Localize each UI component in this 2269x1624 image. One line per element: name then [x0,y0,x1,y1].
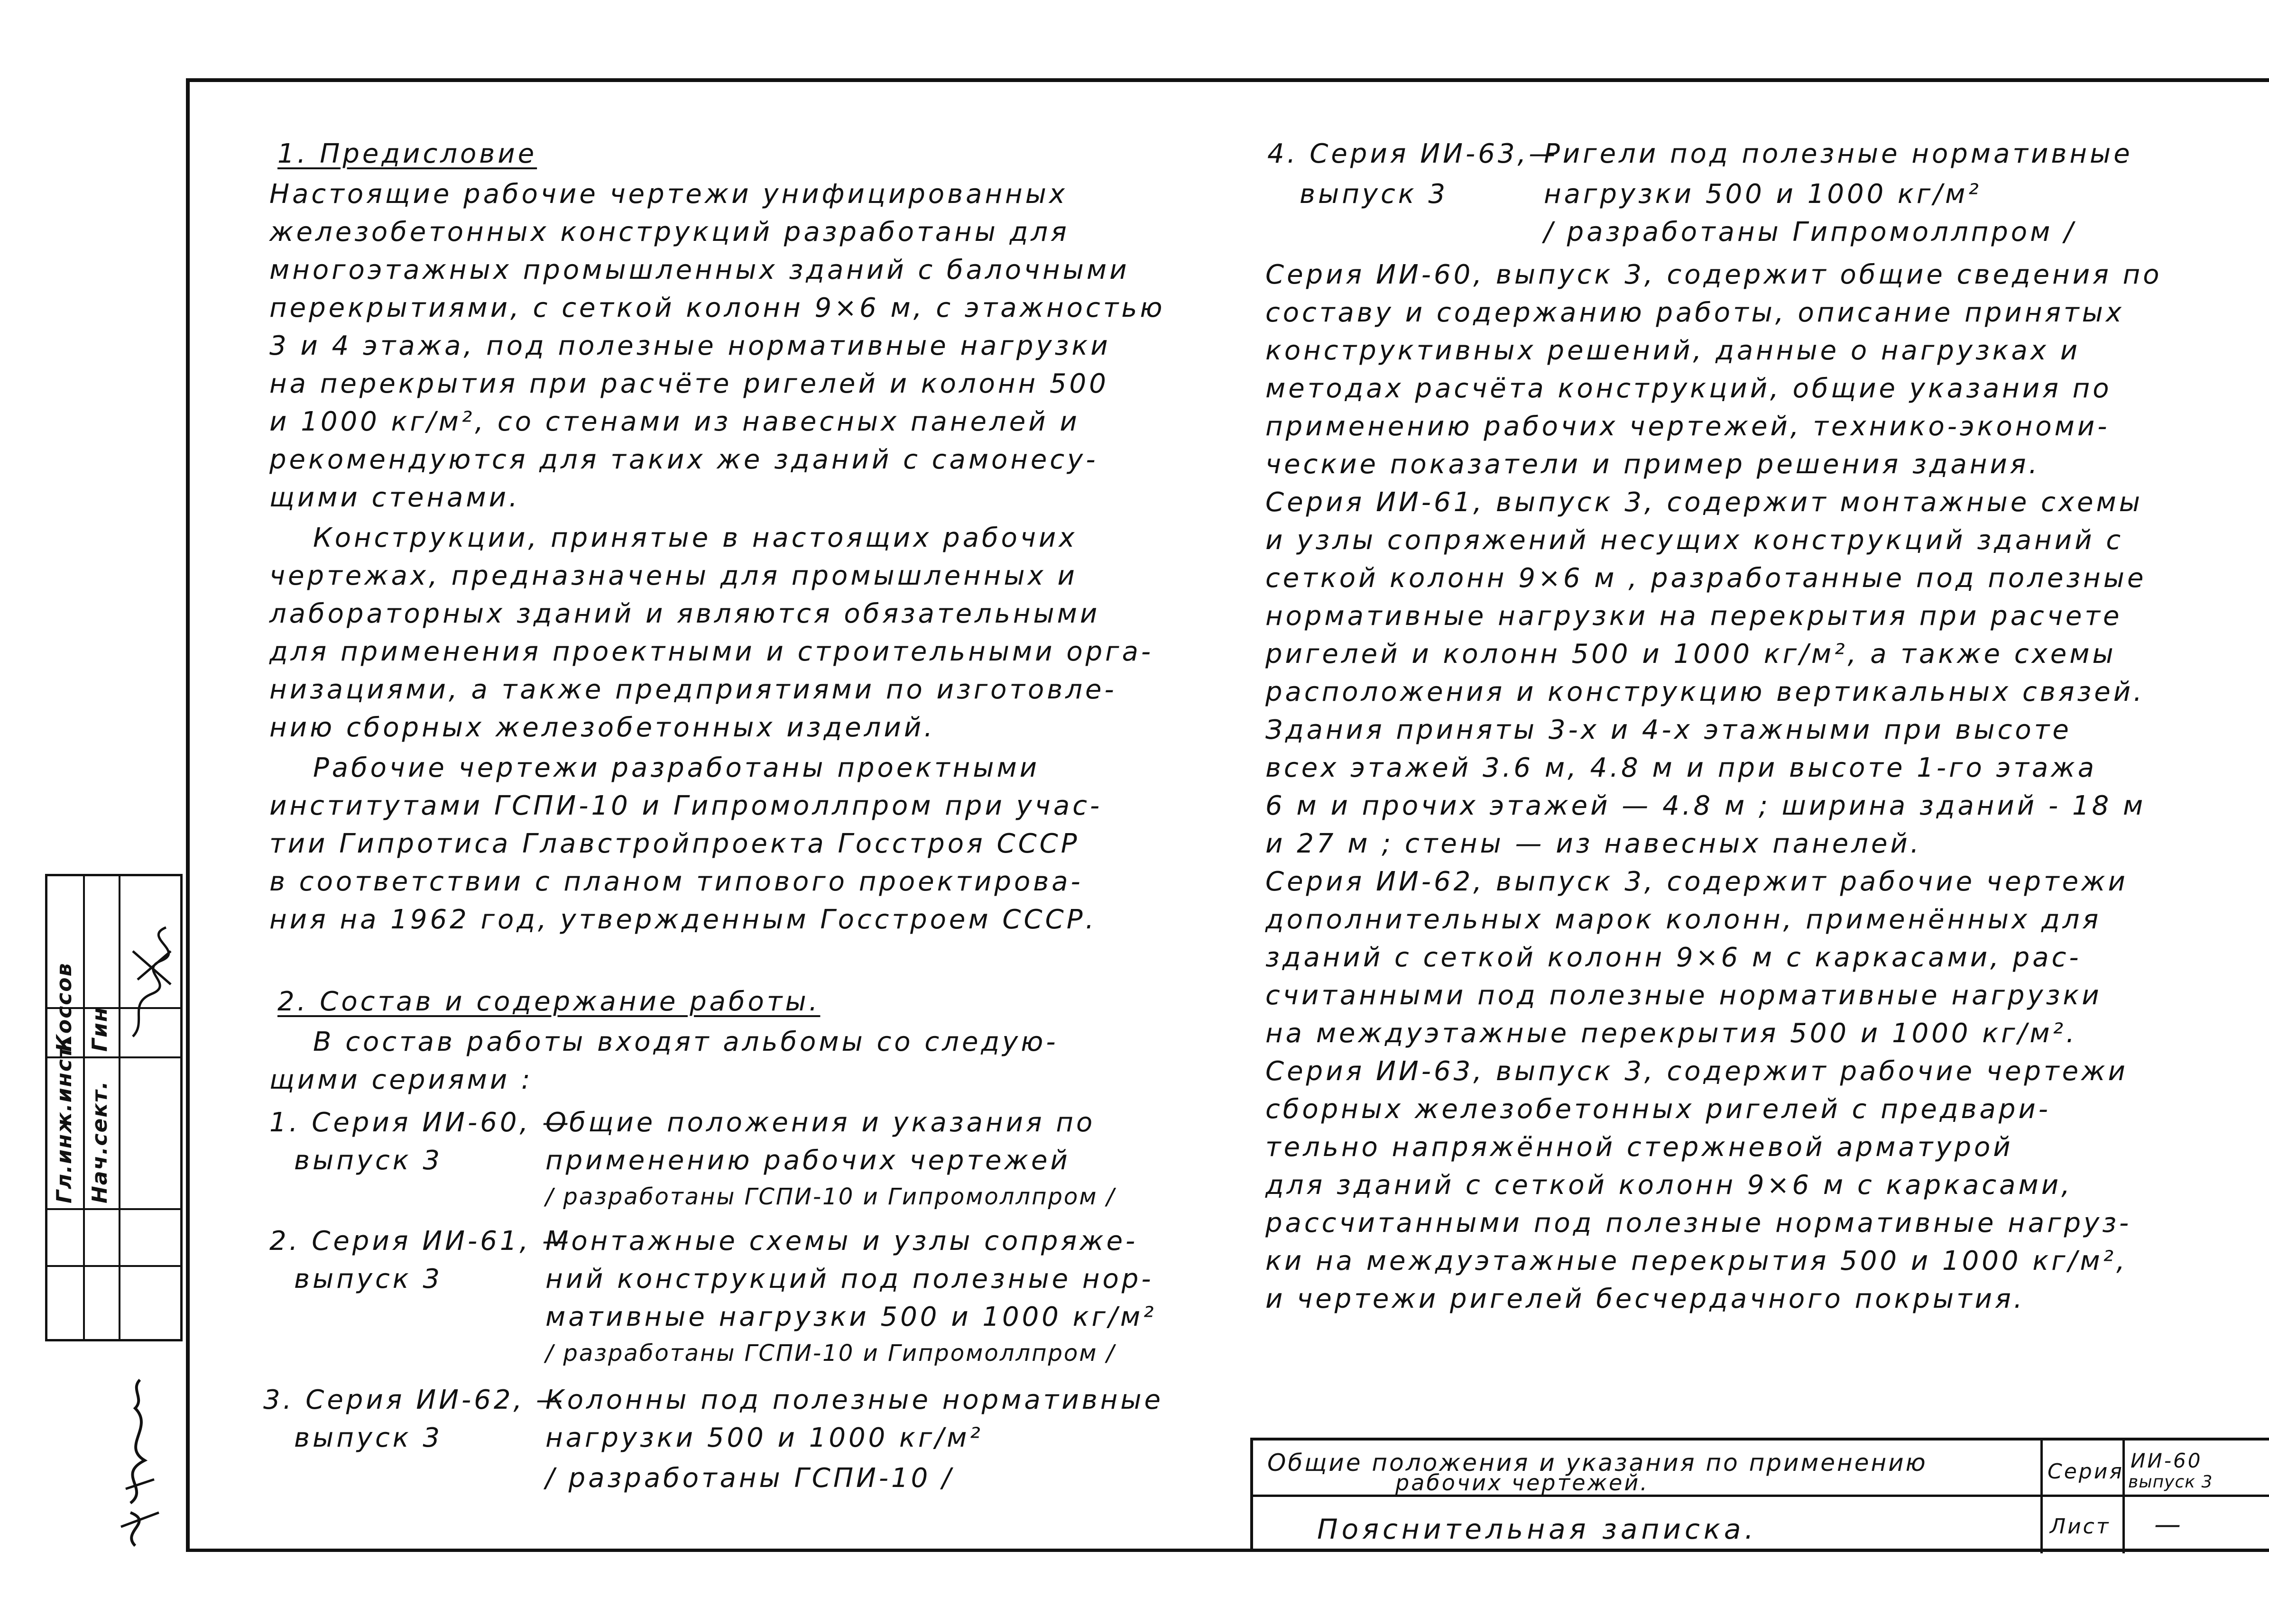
title-block-series-value: ИИ-60 [2131,1449,2203,1472]
series2-line: мативные нагрузки 500 и 1000 кг/м² [545,1302,1157,1332]
section1-line: перекрытиями, с сеткой колонн 9×6 м, с этажностью [269,293,1165,323]
section1-heading: 1. Предисловие [277,138,537,169]
section1-line: чертежах, предназначены для промышленных и [269,560,1078,591]
series-description-line: рассчитанными под полезные нормативные нагруз- [1265,1208,2132,1239]
series-description-line: применению рабочих чертежей, технико-экономи- [1265,411,2110,442]
series-description-line: ки на междуэтажные перекрытия 500 и 1000 кг/м², [1265,1246,2128,1276]
approval-stamp [45,874,183,1341]
signature-mark [102,1370,173,1551]
section1-line: Конструкции, принятые в настоящих рабочих [313,523,1078,553]
section1-line: на перекрытия при расчёте ригелей и колонн 500 [269,368,1109,399]
series2-label: 2. Серия ИИ-61, — [269,1226,572,1257]
stamp-name-1: Коссов [52,962,76,1052]
series-description-line: Серия ИИ-63, выпуск 3, содержит рабочие чертежи [1265,1056,2128,1087]
series4-line: Ригели под полезные нормативные [1544,138,2133,169]
series-description-line: на междуэтажные перекрытия 500 и 1000 кг/м². [1265,1018,2077,1049]
series-description-line: 6 м и прочих этажей — 4.8 м ; ширина зданий - 18 м [1265,790,2146,821]
section1-line: Настоящие рабочие чертежи унифицированных [269,179,1068,210]
series3-label: 3. Серия ИИ-62, — [263,1385,566,1415]
series-description-line: считанными под полезные нормативные нагрузки [1265,980,2102,1011]
section2-heading: 2. Состав и содержание работы. [277,986,821,1017]
title-block-sheet-label: Лист [2050,1514,2111,1539]
section1-line: рекомендуются для таких же зданий с самонесу- [269,444,1098,475]
section1-line: многоэтажных промышленных зданий с балочными [269,255,1130,285]
stamp-role-2: Нач.сект. [88,1080,112,1203]
series1-line: Общие положения и указания по [545,1107,1096,1138]
section1-line: 3 и 4 этажа, под полезные нормативные нагрузки [269,330,1111,361]
section2-intro-line: щими сериями : [269,1064,533,1095]
frame-left-border [186,78,190,1551]
series4-issue: выпуск 3 [1300,179,1448,210]
section1-line: ния на 1962 год, утвержденным Госстроем СССР. [269,904,1097,935]
series2-line: / разработаны ГСПИ-10 и Гипромоллпром / [545,1340,1116,1367]
section1-line: нию сборных железобетонных изделий. [269,712,936,743]
series1-issue: выпуск 3 [294,1145,443,1176]
section1-line: для применения проектными и строительными орга- [269,636,1154,667]
stamp-name-2: Гин [88,1006,112,1052]
section1-line: низациями, а также предприятиями по изготовле- [269,674,1117,705]
title-block [1250,1438,2269,1551]
series-description-line: нормативные нагрузки на перекрытия при расчете [1265,601,2122,632]
section2-intro-line: В состав работы входят альбомы со следую- [313,1027,1059,1057]
series3-line: Колонны под полезные нормативные [545,1385,1163,1415]
series-description-line: и 27 м ; стены — из навесных панелей. [1265,828,1922,859]
series-description-line: Серия ИИ-60, выпуск 3, содержит общие сведения по [1265,259,2162,290]
series2-line: ний конструкций под полезные нор- [545,1264,1154,1294]
series-description-line: ригелей и колонн 500 и 1000 кг/м², а также схемы [1265,639,2116,670]
series-description-line: расположения и конструкцию вертикальных связей. [1265,677,2145,707]
series3-line: / разработаны ГСПИ-10 / [545,1463,954,1494]
series-description-line: методах расчёта конструкций, общие указания по [1265,373,2112,404]
series-description-line: сборных железобетонных ригелей с предвари- [1265,1094,2051,1125]
title-block-sheet-value: — [2154,1509,2183,1540]
series-description-line: Серия ИИ-62, выпуск 3, содержит рабочие чертежи [1265,866,2128,897]
section1-line: Рабочие чертежи разработаны проектными [313,752,1040,783]
title-block-title-line1: Общие положения и указания по применению [1267,1449,1928,1477]
section1-line: в соответствии с планом типового проектирова- [269,866,1083,897]
series2-issue: выпуск 3 [294,1264,443,1294]
series3-line: нагрузки 500 и 1000 кг/м² [545,1422,983,1453]
series-description-line: Серия ИИ-61, выпуск 3, содержит монтажные схемы [1265,487,2143,518]
series-description-line: Здания приняты 3-х и 4-х этажными при высоте [1265,715,2072,745]
series1-label: 1. Серия ИИ-60, — [269,1107,572,1138]
title-block-issue-value: выпуск 3 [2128,1472,2213,1492]
series-description-line: и узлы сопряжений несущих конструкций зданий с [1265,525,2124,556]
series-description-line: составу и содержанию работы, описание принятых [1265,297,2124,328]
series-description-line: всех этажей 3.6 м, 4.8 м и при высоте 1-го этажа [1265,752,2097,783]
signature-mark [119,880,180,1051]
section1-line: и 1000 кг/м², со стенами из навесных панелей и [269,406,1080,437]
series1-line: / разработаны ГСПИ-10 и Гипромоллпром / [545,1184,1116,1210]
series-description-line: ческие показатели и пример решения здания. [1265,449,2040,480]
series-description-line: и чертежи ригелей бесчердачного покрытия. [1265,1284,2025,1314]
stamp-role-1: Гл.инж.инст. [52,1036,76,1203]
section1-line: институтами ГСПИ-10 и Гипромоллпром при учас- [269,790,1103,821]
series1-line: применению рабочих чертежей [545,1145,1070,1176]
series4-label: 4. Серия ИИ-63,— [1267,138,1559,169]
series2-line: Монтажные схемы и узлы сопряже- [545,1226,1138,1257]
title-block-doc-name: Пояснительная записка. [1317,1513,1757,1545]
series-description-line: зданий с сеткой колонн 9×6 м с каркасами, рас- [1265,942,2082,973]
section1-line: железобетонных конструкций разработаны для [269,217,1070,248]
section1-line: лабораторных зданий и являются обязательными [269,598,1100,629]
frame-top-border [186,78,2269,82]
series-description-line: дополнительных марок колонн, применённых для [1265,904,2102,935]
section1-line: тии Гипротиса Главстройпроекта Госстроя СССР [269,828,1080,859]
series3-issue: выпуск 3 [294,1422,443,1453]
series-description-line: тельно напряжённой стержневой арматурой [1265,1132,2013,1163]
series-description-line: конструктивных решений, данные о нагрузках и [1265,335,2081,366]
title-block-title-line2: рабочих чертежей. [1395,1470,1649,1496]
series-description-line: сеткой колонн 9×6 м , разработанные под полезные [1265,563,2147,594]
series4-line: нагрузки 500 и 1000 кг/м² [1544,179,1982,210]
series4-line: / разработаны Гипромоллпром / [1544,217,2076,248]
title-block-series-label: Серия [2048,1459,2124,1484]
section1-line: щими стенами. [269,482,520,513]
series-description-line: для зданий с сеткой колонн 9×6 м с каркасами, [1265,1170,2073,1201]
